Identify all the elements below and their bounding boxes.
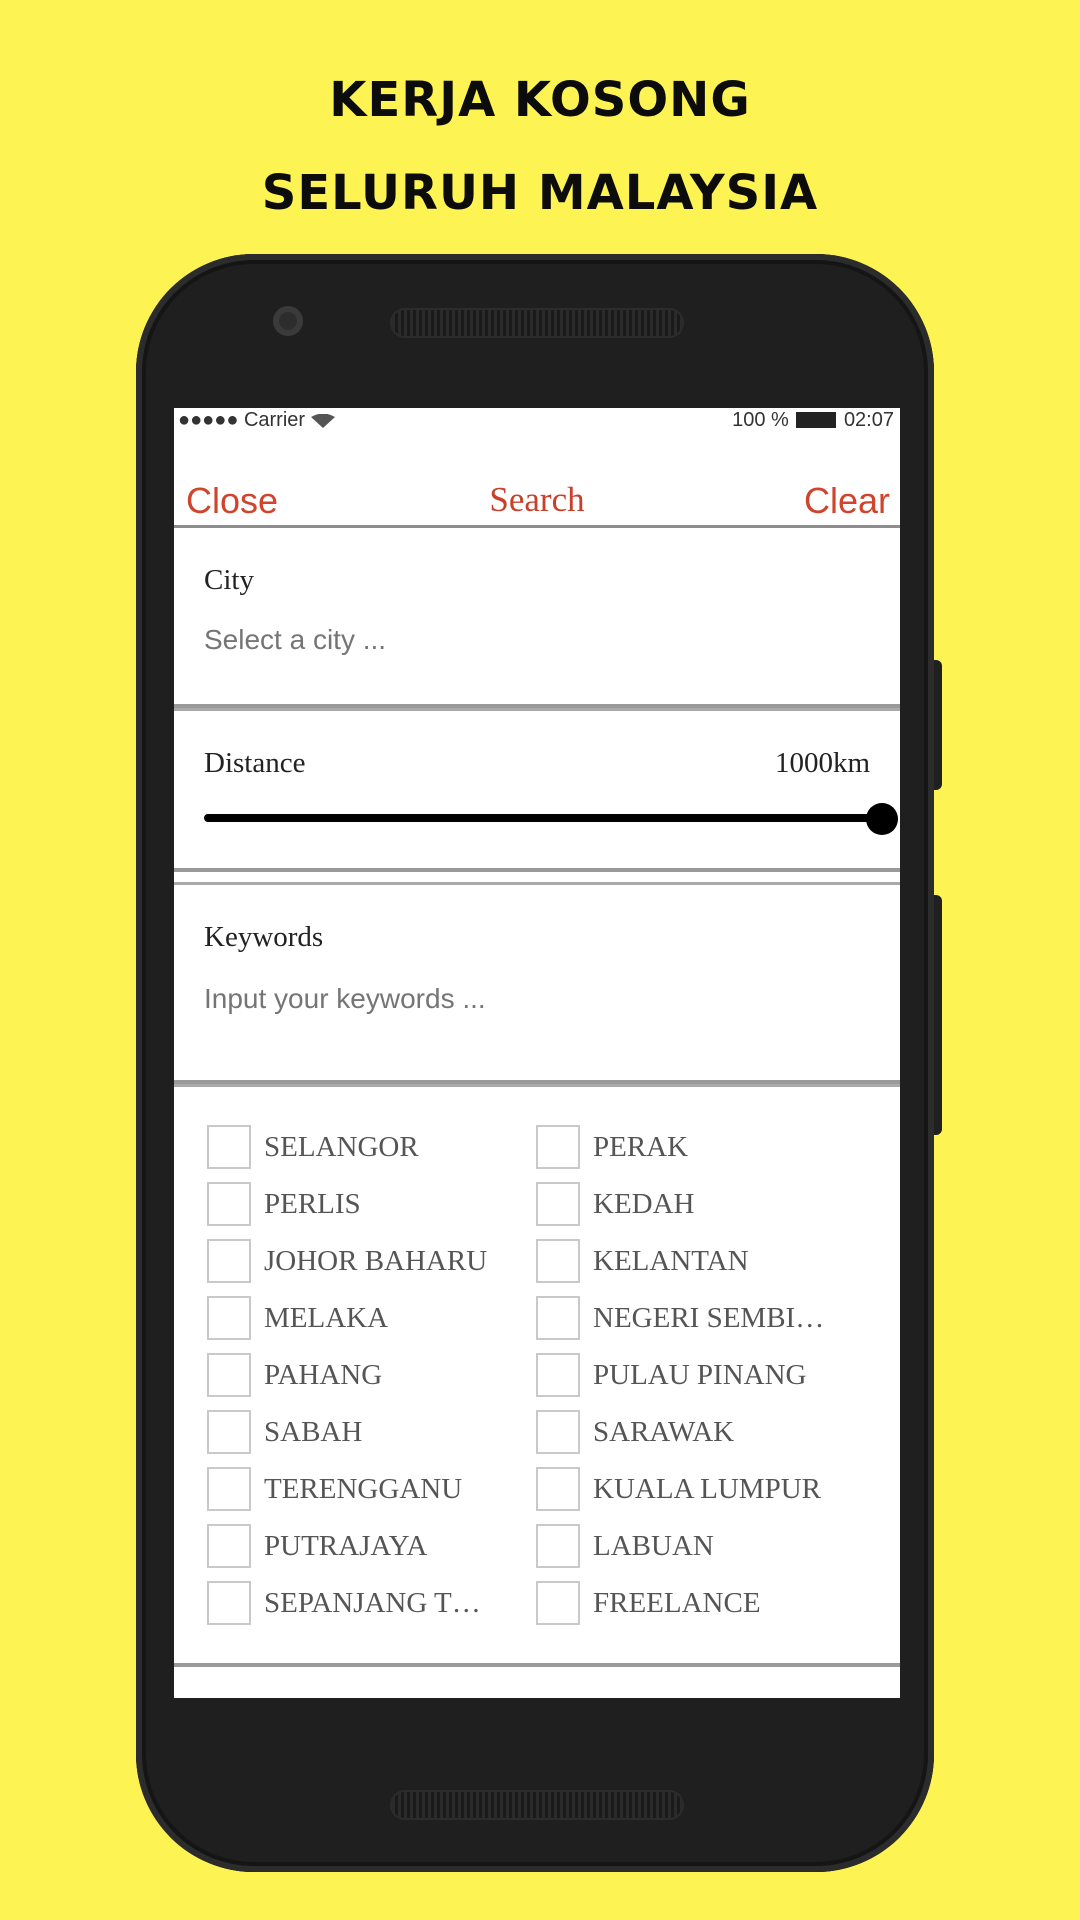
distance-section <box>174 708 900 872</box>
state-label: KELANTAN <box>593 1245 749 1277</box>
clear-button[interactable]: Clear <box>803 480 890 521</box>
state-label: LABUAN <box>593 1530 714 1562</box>
checkbox-icon[interactable] <box>207 1467 251 1511</box>
state-label: PULAU PINANG <box>593 1359 807 1391</box>
city-input[interactable] <box>204 624 844 656</box>
state-label: PUTRAJAYA <box>264 1530 428 1562</box>
state-label: FREELANCE <box>593 1587 761 1619</box>
state-label: KUALA LUMPUR <box>593 1473 821 1505</box>
checkbox-icon[interactable] <box>536 1353 580 1397</box>
keywords-label: Keywords <box>204 921 324 953</box>
app-screen <box>174 408 900 1698</box>
checkbox-icon[interactable] <box>536 1239 580 1283</box>
checkbox-icon[interactable] <box>536 1410 580 1454</box>
earpiece-speaker <box>392 310 682 336</box>
close-button[interactable]: Close <box>186 480 279 521</box>
distance-slider-track[interactable] <box>204 814 882 822</box>
distance-label: Distance <box>204 747 306 779</box>
wifi-icon <box>311 414 335 428</box>
distance-value: 1000km <box>774 747 870 779</box>
state-label: NEGERI SEMBI… <box>593 1302 825 1334</box>
keywords-input[interactable] <box>204 983 844 1015</box>
keywords-section <box>174 882 900 1084</box>
states-section <box>174 1084 900 1667</box>
distance-slider-thumb[interactable] <box>866 803 898 835</box>
checkbox-icon[interactable] <box>536 1296 580 1340</box>
banner-title-line1: KERJA KOSONG <box>329 72 751 128</box>
state-label: PERAK <box>593 1131 689 1163</box>
state-label: JOHOR BAHARU <box>264 1245 488 1277</box>
page-title: Search <box>489 480 585 519</box>
state-label: TERENGGANU <box>264 1473 463 1505</box>
checkbox-icon[interactable] <box>207 1353 251 1397</box>
front-camera <box>273 306 303 336</box>
checkbox-icon[interactable] <box>207 1239 251 1283</box>
checkbox-icon[interactable] <box>536 1182 580 1226</box>
state-label: SELANGOR <box>264 1131 419 1163</box>
carrier-label: ●●●●● Carrier <box>178 409 306 431</box>
checkbox-icon[interactable] <box>207 1410 251 1454</box>
checkbox-icon[interactable] <box>207 1581 251 1625</box>
battery-percent: 100 % <box>732 409 789 431</box>
checkbox-icon[interactable] <box>536 1581 580 1625</box>
checkbox-icon[interactable] <box>207 1296 251 1340</box>
checkbox-icon[interactable] <box>207 1524 251 1568</box>
status-bar <box>174 408 900 436</box>
state-label: MELAKA <box>264 1302 389 1334</box>
checkbox-icon[interactable] <box>536 1467 580 1511</box>
bottom-speaker <box>392 1792 682 1818</box>
checkbox-icon[interactable] <box>536 1125 580 1169</box>
checkbox-icon[interactable] <box>207 1125 251 1169</box>
checkbox-icon[interactable] <box>536 1524 580 1568</box>
battery-icon <box>796 412 836 428</box>
state-label: PAHANG <box>264 1359 383 1391</box>
state-label: KEDAH <box>593 1188 695 1220</box>
state-label: PERLIS <box>264 1188 361 1220</box>
status-time: 02:07 <box>843 409 894 431</box>
state-label: SARAWAK <box>593 1416 735 1448</box>
city-label: City <box>204 564 254 596</box>
navigation-bar <box>174 458 900 528</box>
banner-title-line2: SELURUH MALAYSIA <box>261 165 819 221</box>
state-label: SABAH <box>264 1416 363 1448</box>
state-label: SEPANJANG T… <box>264 1587 481 1619</box>
checkbox-icon[interactable] <box>207 1182 251 1226</box>
city-section <box>174 548 900 708</box>
